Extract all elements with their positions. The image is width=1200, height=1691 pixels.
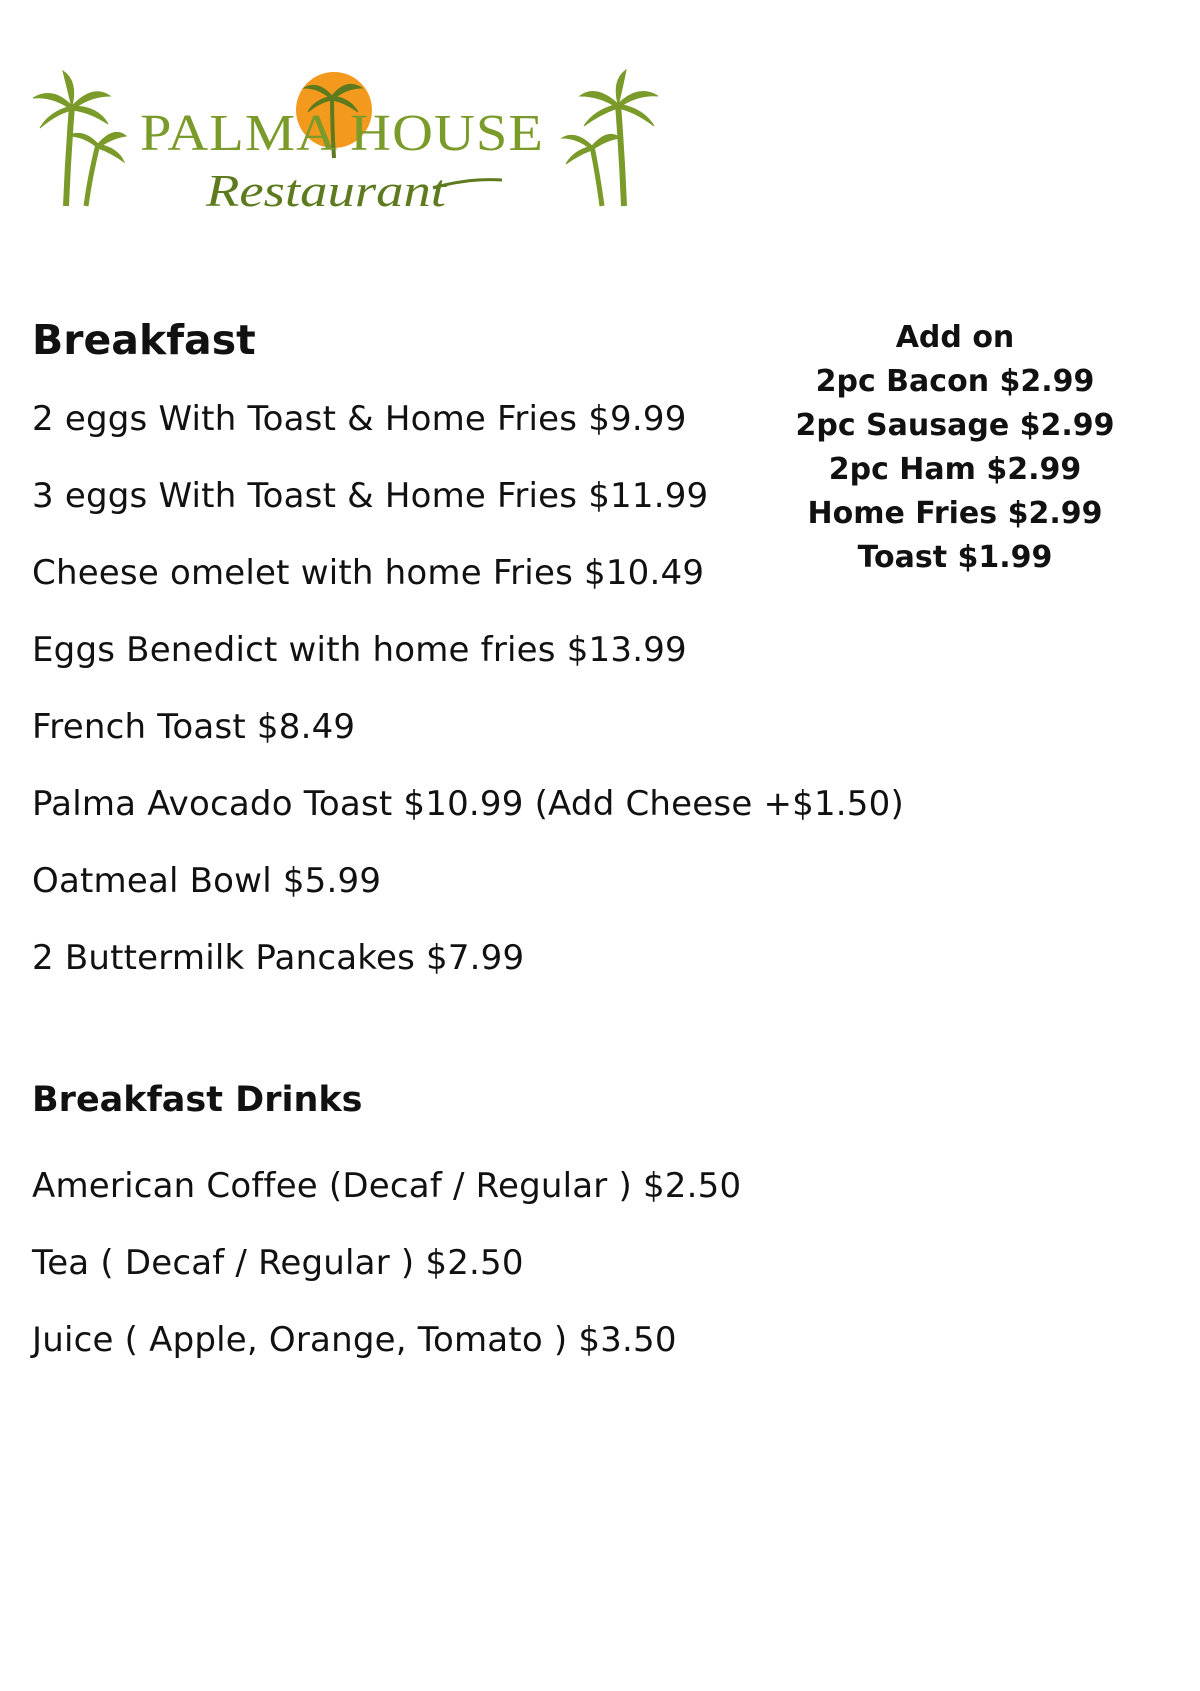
menu-item: Eggs Benedict with home fries $13.99 xyxy=(32,630,687,670)
addon-item: Home Fries $2.99 xyxy=(807,496,1103,531)
drink-item: Juice ( Apple, Orange, Tomato ) $3.50 xyxy=(32,1320,677,1360)
addon-heading: Add on xyxy=(895,320,1015,355)
logo-subtitle: Restaurant xyxy=(204,165,448,216)
right-palm-icon xyxy=(562,70,658,206)
addon-item: 2pc Sausage $2.99 xyxy=(795,408,1115,443)
menu-item: 2 eggs With Toast & Home Fries $9.99 xyxy=(32,399,687,439)
menu-item: Oatmeal Bowl $5.99 xyxy=(32,861,382,901)
menu-item: Cheese omelet with home Fries $10.49 xyxy=(32,553,705,593)
menu-item: 3 eggs With Toast & Home Fries $11.99 xyxy=(32,476,709,516)
addon-item: 2pc Ham $2.99 xyxy=(828,452,1082,487)
addon-list xyxy=(790,316,1120,580)
drinks-heading: Breakfast Drinks xyxy=(32,1080,363,1120)
menu-item: Palma Avocado Toast $10.99 (Add Cheese +$1.50) xyxy=(32,784,904,824)
logo-name: PALMA HOUSE xyxy=(140,105,544,162)
addon-item: 2pc Bacon $2.99 xyxy=(815,364,1095,399)
left-palm-icon xyxy=(33,71,126,206)
menu-item: French Toast $8.49 xyxy=(32,707,356,747)
drink-item: American Coffee (Decaf / Regular ) $2.50 xyxy=(32,1166,742,1206)
addon-item: Toast $1.99 xyxy=(857,540,1053,575)
breakfast-heading: Breakfast xyxy=(32,316,256,364)
palma-house-logo xyxy=(28,66,668,236)
drink-item: Tea ( Decaf / Regular ) $2.50 xyxy=(32,1243,524,1283)
menu-item: 2 Buttermilk Pancakes $7.99 xyxy=(32,938,525,978)
